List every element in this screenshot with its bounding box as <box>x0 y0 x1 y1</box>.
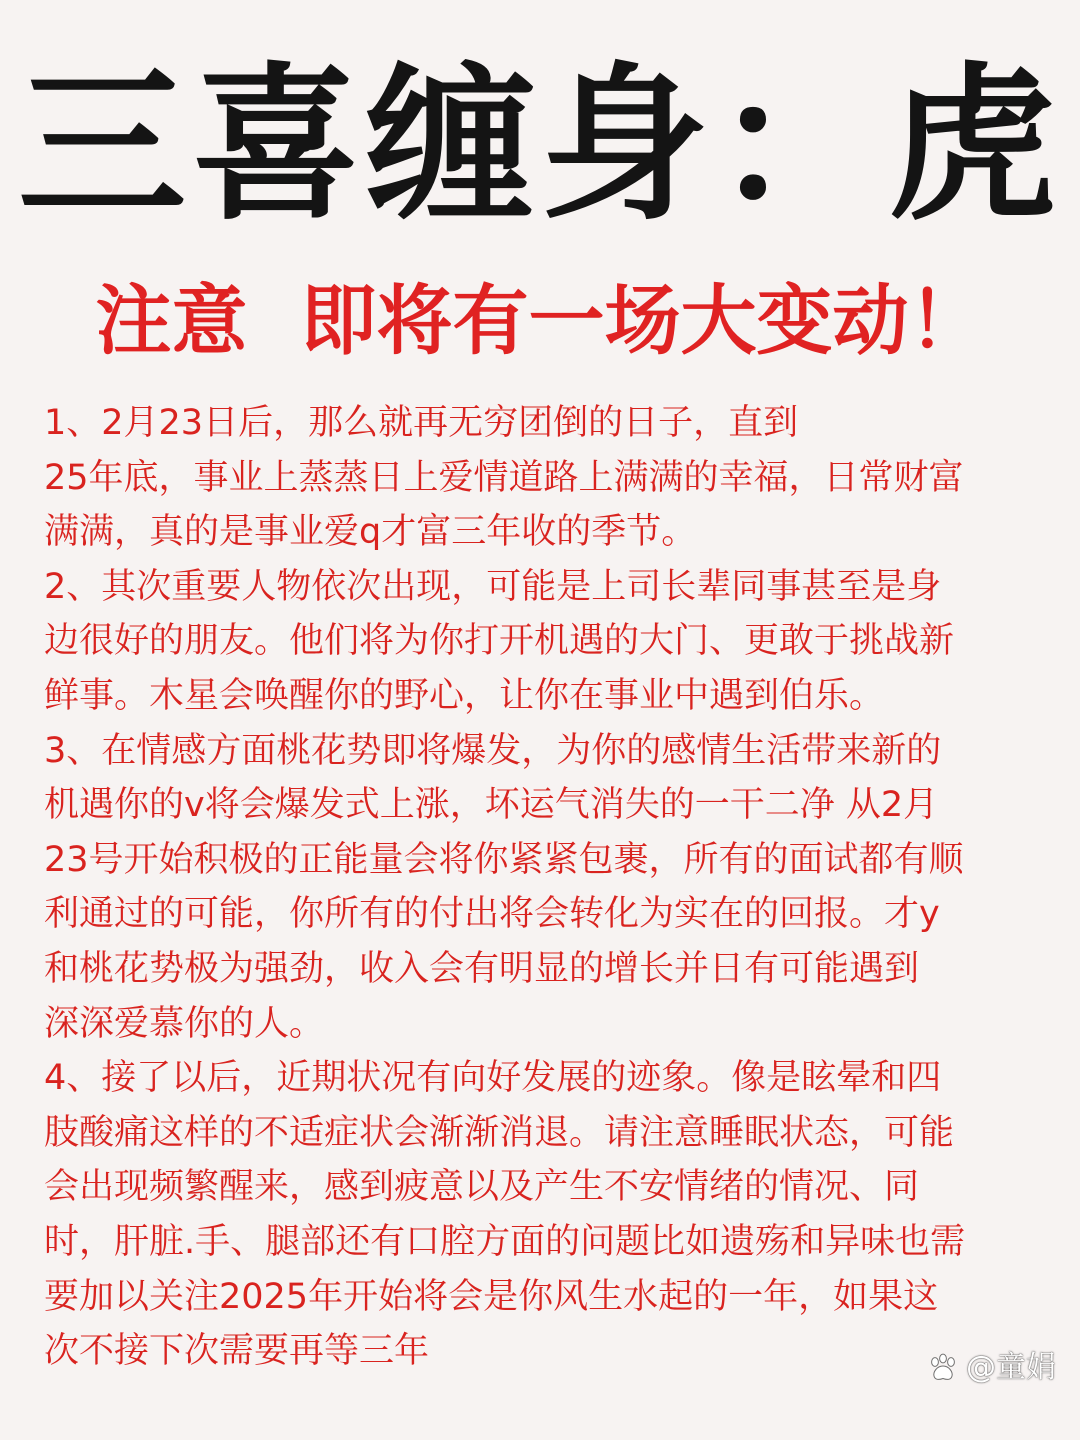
body-line: 3、在情感方面桃花势即将爆发，为你的感情生活带来新的 <box>44 730 942 771</box>
body-line: 深深爱慕你的人。 <box>44 1003 325 1044</box>
body-line: 时，肝脏.手、腿部还有口腔方面的问题比如遗殇和异味也需 <box>44 1221 966 1262</box>
body-line: 边很好的朋友。他们将为你打开机遇的大门、更敢于挑战新 <box>44 621 955 662</box>
watermark <box>926 1350 1056 1386</box>
body-line: 满满，真的是事业爱q才富三年收的季节。 <box>44 512 697 553</box>
article-body <box>44 396 1074 1379</box>
body-line: 4、接了以后，近期状况有向好发展的迹象。像是眩晕和四 <box>44 1058 942 1099</box>
body-line: 2、其次重要人物依次出现，可能是上司长辈同事甚至是身 <box>44 566 942 607</box>
paw-icon <box>926 1351 960 1385</box>
page-title: 三喜缠身：虎 <box>18 47 1062 243</box>
body-line: 机遇你的v将会爆发式上涨，坏运气消失的一干二净 从2月 <box>44 785 939 826</box>
body-line: 次不接下次需要再等三年 <box>44 1331 430 1372</box>
body-line: 要加以关注2025年开始将会是你风生水起的一年，如果这 <box>44 1276 939 1317</box>
body-line: 和桃花势极为强劲，收入会有明显的增长并日有可能遇到 <box>44 948 920 989</box>
body-line: 利通过的可能，你所有的付出将会转化为实在的回报。才y <box>44 894 940 935</box>
watermark-text: @童娟 <box>966 1350 1056 1385</box>
page-subtitle: 注意 即将有一场大变动！ <box>95 276 985 365</box>
body-line: 25年底，事业上蒸蒸日上爱情道路上满满的幸福，日常财富 <box>44 457 964 498</box>
body-line: 鲜事。木星会唤醒你的野心，让你在事业中遇到伯乐。 <box>44 675 885 716</box>
body-line: 会出现频繁醒来，感到疲意以及产生不安情绪的情况、同 <box>44 1167 920 1208</box>
body-line: 23号开始积极的正能量会将你紧紧包裹，所有的面试都有顺 <box>44 839 964 880</box>
body-line: 肢酸痛这样的不适症状会渐渐消退。请注意睡眠状态，可能 <box>44 1112 955 1153</box>
body-line: 1、2月23日后，那么就再无穷团倒的日子，直到 <box>44 403 799 443</box>
